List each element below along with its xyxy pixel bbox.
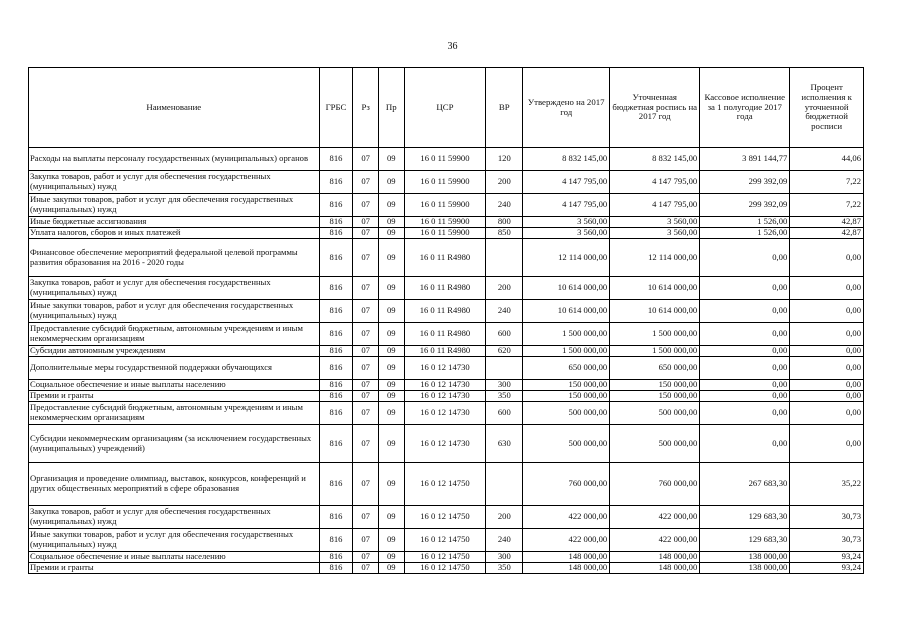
cell-grbs: 816	[319, 228, 353, 239]
cell-vr: 850	[486, 228, 523, 239]
cell-rz: 07	[353, 148, 379, 171]
cell-cash: 0,00	[700, 277, 790, 300]
table-row	[29, 323, 864, 346]
cell-vr: 620	[486, 346, 523, 357]
cell-vr	[486, 239, 523, 277]
cell-vr: 300	[486, 552, 523, 563]
cell-pr: 09	[378, 323, 404, 346]
cell-csr: 16 0 11 59900	[404, 171, 486, 194]
cell-vr: 600	[486, 402, 523, 425]
cell-name: Социальное обеспечение и иные выплаты населению	[29, 552, 320, 563]
cell-pr: 09	[378, 346, 404, 357]
cell-approved: 4 147 795,00	[523, 171, 610, 194]
cell-refined: 4 147 795,00	[610, 194, 700, 217]
cell-csr: 16 0 11 R4980	[404, 239, 486, 277]
cell-percent: 7,22	[790, 194, 864, 217]
cell-name: Закупка товаров, работ и услуг для обеспечения государственных (муниципальных) нужд	[29, 506, 320, 529]
cell-refined: 12 114 000,00	[610, 239, 700, 277]
cell-name: Премии и гранты	[29, 391, 320, 402]
table-row	[29, 425, 864, 463]
cell-approved: 422 000,00	[523, 529, 610, 552]
cell-cash: 138 000,00	[700, 563, 790, 574]
cell-rz: 07	[353, 357, 379, 380]
cell-refined: 1 500 000,00	[610, 346, 700, 357]
cell-grbs: 816	[319, 346, 353, 357]
cell-csr: 16 0 12 14750	[404, 529, 486, 552]
cell-name: Субсидии автономным учреждениям	[29, 346, 320, 357]
cell-grbs: 816	[319, 217, 353, 228]
cell-cash: 0,00	[700, 300, 790, 323]
cell-percent: 0,00	[790, 300, 864, 323]
cell-approved: 650 000,00	[523, 357, 610, 380]
cell-cash: 267 683,30	[700, 463, 790, 506]
cell-percent: 35,22	[790, 463, 864, 506]
cell-rz: 07	[353, 346, 379, 357]
cell-cash: 138 000,00	[700, 552, 790, 563]
cell-vr: 350	[486, 563, 523, 574]
cell-rz: 07	[353, 402, 379, 425]
cell-refined: 148 000,00	[610, 563, 700, 574]
cell-pr: 09	[378, 357, 404, 380]
cell-name: Социальное обеспечение и иные выплаты населению	[29, 380, 320, 391]
cell-grbs: 816	[319, 148, 353, 171]
cell-rz: 07	[353, 277, 379, 300]
cell-name: Уплата налогов, сборов и иных платежей	[29, 228, 320, 239]
table-body	[29, 148, 864, 574]
cell-percent: 0,00	[790, 346, 864, 357]
table-row	[29, 380, 864, 391]
table-header	[29, 68, 864, 148]
cell-vr: 630	[486, 425, 523, 463]
cell-approved: 1 500 000,00	[523, 323, 610, 346]
cell-refined: 148 000,00	[610, 552, 700, 563]
cell-vr: 200	[486, 506, 523, 529]
cell-grbs: 816	[319, 529, 353, 552]
header-percent: Процент исполнения к уточненной бюджетной росписи	[790, 68, 864, 148]
cell-rz: 07	[353, 463, 379, 506]
header-refined: Уточненная бюджетная роспись на 2017 год	[610, 68, 700, 148]
cell-refined: 10 614 000,00	[610, 300, 700, 323]
cell-name: Организация и проведение олимпиад, выставок, конкурсов, конференций и других общественных мероприятий в сфере образования	[29, 463, 320, 506]
cell-rz: 07	[353, 217, 379, 228]
table-row	[29, 563, 864, 574]
cell-grbs: 816	[319, 357, 353, 380]
cell-pr: 09	[378, 239, 404, 277]
cell-csr: 16 0 11 59900	[404, 217, 486, 228]
cell-refined: 8 832 145,00	[610, 148, 700, 171]
cell-approved: 10 614 000,00	[523, 277, 610, 300]
cell-csr: 16 0 11 59900	[404, 148, 486, 171]
cell-grbs: 816	[319, 380, 353, 391]
cell-percent: 93,24	[790, 563, 864, 574]
cell-cash: 129 683,30	[700, 506, 790, 529]
cell-name: Предоставление субсидий бюджетным, автономным учреждениям и иным некоммерческим организациям	[29, 323, 320, 346]
cell-percent: 44,06	[790, 148, 864, 171]
cell-pr: 09	[378, 171, 404, 194]
cell-refined: 10 614 000,00	[610, 277, 700, 300]
cell-cash: 0,00	[700, 346, 790, 357]
cell-percent: 42,87	[790, 228, 864, 239]
cell-pr: 09	[378, 194, 404, 217]
cell-vr: 240	[486, 300, 523, 323]
header-name: Наименование	[29, 68, 320, 148]
cell-percent: 0,00	[790, 402, 864, 425]
cell-cash: 0,00	[700, 391, 790, 402]
cell-approved: 1 500 000,00	[523, 346, 610, 357]
cell-cash: 0,00	[700, 357, 790, 380]
cell-vr: 240	[486, 194, 523, 217]
cell-name: Закупка товаров, работ и услуг для обеспечения государственных (муниципальных) нужд	[29, 171, 320, 194]
table-row	[29, 357, 864, 380]
cell-rz: 07	[353, 323, 379, 346]
cell-name: Иные закупки товаров, работ и услуг для обеспечения государственных (муниципальных) нужд	[29, 529, 320, 552]
cell-cash: 0,00	[700, 425, 790, 463]
cell-vr: 350	[486, 391, 523, 402]
cell-approved: 422 000,00	[523, 506, 610, 529]
header-vr: ВР	[486, 68, 523, 148]
cell-csr: 16 0 11 R4980	[404, 323, 486, 346]
cell-name: Финансовое обеспечение мероприятий федеральной целевой программы развития образования на 2016 - 2020 годы	[29, 239, 320, 277]
cell-grbs: 816	[319, 563, 353, 574]
cell-name: Иные закупки товаров, работ и услуг для обеспечения государственных (муниципальных) нужд	[29, 194, 320, 217]
cell-percent: 7,22	[790, 171, 864, 194]
cell-pr: 09	[378, 380, 404, 391]
header-pr: Пр	[378, 68, 404, 148]
cell-csr: 16 0 12 14750	[404, 463, 486, 506]
cell-csr: 16 0 12 14730	[404, 357, 486, 380]
cell-approved: 4 147 795,00	[523, 194, 610, 217]
cell-refined: 500 000,00	[610, 425, 700, 463]
cell-grbs: 816	[319, 323, 353, 346]
cell-refined: 3 560,00	[610, 217, 700, 228]
cell-approved: 150 000,00	[523, 380, 610, 391]
cell-refined: 4 147 795,00	[610, 171, 700, 194]
header-cash: Кассовое исполнение за 1 полугодие 2017 года	[700, 68, 790, 148]
table-row	[29, 346, 864, 357]
cell-pr: 09	[378, 463, 404, 506]
cell-approved: 3 560,00	[523, 228, 610, 239]
cell-vr: 240	[486, 529, 523, 552]
cell-percent: 93,24	[790, 552, 864, 563]
cell-grbs: 816	[319, 402, 353, 425]
cell-approved: 150 000,00	[523, 391, 610, 402]
table-row	[29, 228, 864, 239]
cell-csr: 16 0 12 14730	[404, 380, 486, 391]
cell-cash: 1 526,00	[700, 217, 790, 228]
cell-rz: 07	[353, 563, 379, 574]
cell-pr: 09	[378, 391, 404, 402]
cell-csr: 16 0 12 14750	[404, 552, 486, 563]
page-number: 36	[447, 41, 458, 52]
cell-grbs: 816	[319, 277, 353, 300]
table-row	[29, 217, 864, 228]
cell-refined: 3 560,00	[610, 228, 700, 239]
cell-pr: 09	[378, 529, 404, 552]
table-row	[29, 239, 864, 277]
cell-approved: 3 560,00	[523, 217, 610, 228]
cell-name: Субсидии некоммерческим организациям (за исключением государственных (муниципальных) учреждений)	[29, 425, 320, 463]
cell-approved: 148 000,00	[523, 552, 610, 563]
cell-pr: 09	[378, 552, 404, 563]
cell-csr: 16 0 12 14750	[404, 563, 486, 574]
cell-cash: 1 526,00	[700, 228, 790, 239]
cell-cash: 3 891 144,77	[700, 148, 790, 171]
cell-rz: 07	[353, 239, 379, 277]
cell-approved: 500 000,00	[523, 402, 610, 425]
header-grbs: ГРБС	[319, 68, 353, 148]
cell-pr: 09	[378, 277, 404, 300]
cell-percent: 0,00	[790, 391, 864, 402]
table-row	[29, 194, 864, 217]
budget-table	[28, 67, 864, 574]
cell-vr	[486, 357, 523, 380]
cell-refined: 500 000,00	[610, 402, 700, 425]
cell-pr: 09	[378, 148, 404, 171]
cell-grbs: 816	[319, 425, 353, 463]
cell-grbs: 816	[319, 463, 353, 506]
cell-cash: 299 392,09	[700, 194, 790, 217]
table-row	[29, 402, 864, 425]
cell-percent: 0,00	[790, 323, 864, 346]
cell-cash: 0,00	[700, 239, 790, 277]
cell-pr: 09	[378, 300, 404, 323]
cell-approved: 12 114 000,00	[523, 239, 610, 277]
cell-approved: 760 000,00	[523, 463, 610, 506]
cell-cash: 0,00	[700, 380, 790, 391]
cell-csr: 16 0 12 14730	[404, 402, 486, 425]
cell-pr: 09	[378, 228, 404, 239]
cell-percent: 0,00	[790, 239, 864, 277]
cell-csr: 16 0 11 R4980	[404, 277, 486, 300]
cell-percent: 0,00	[790, 425, 864, 463]
cell-rz: 07	[353, 300, 379, 323]
cell-pr: 09	[378, 506, 404, 529]
cell-rz: 07	[353, 380, 379, 391]
cell-pr: 09	[378, 217, 404, 228]
cell-vr: 200	[486, 277, 523, 300]
cell-percent: 30,73	[790, 529, 864, 552]
cell-name: Закупка товаров, работ и услуг для обеспечения государственных (муниципальных) нужд	[29, 277, 320, 300]
cell-name: Премии и гранты	[29, 563, 320, 574]
cell-name: Иные закупки товаров, работ и услуг для обеспечения государственных (муниципальных) нужд	[29, 300, 320, 323]
table-row	[29, 552, 864, 563]
cell-csr: 16 0 11 R4980	[404, 346, 486, 357]
cell-grbs: 816	[319, 391, 353, 402]
cell-grbs: 816	[319, 171, 353, 194]
table-row	[29, 463, 864, 506]
cell-grbs: 816	[319, 300, 353, 323]
cell-cash: 0,00	[700, 323, 790, 346]
cell-name: Расходы на выплаты персоналу государственных (муниципальных) органов	[29, 148, 320, 171]
cell-grbs: 816	[319, 239, 353, 277]
cell-csr: 16 0 12 14730	[404, 425, 486, 463]
cell-csr: 16 0 12 14730	[404, 391, 486, 402]
cell-csr: 16 0 12 14750	[404, 506, 486, 529]
cell-grbs: 816	[319, 552, 353, 563]
cell-rz: 07	[353, 529, 379, 552]
table-row	[29, 529, 864, 552]
cell-percent: 0,00	[790, 277, 864, 300]
cell-refined: 760 000,00	[610, 463, 700, 506]
cell-rz: 07	[353, 171, 379, 194]
cell-refined: 150 000,00	[610, 391, 700, 402]
cell-csr: 16 0 11 59900	[404, 194, 486, 217]
cell-refined: 150 000,00	[610, 380, 700, 391]
cell-grbs: 816	[319, 194, 353, 217]
table-row	[29, 391, 864, 402]
cell-pr: 09	[378, 402, 404, 425]
cell-pr: 09	[378, 563, 404, 574]
cell-vr: 800	[486, 217, 523, 228]
cell-approved: 8 832 145,00	[523, 148, 610, 171]
cell-percent: 0,00	[790, 380, 864, 391]
cell-rz: 07	[353, 391, 379, 402]
cell-approved: 148 000,00	[523, 563, 610, 574]
cell-refined: 422 000,00	[610, 529, 700, 552]
table-row	[29, 277, 864, 300]
cell-percent: 30,73	[790, 506, 864, 529]
cell-rz: 07	[353, 425, 379, 463]
table-row	[29, 171, 864, 194]
cell-vr	[486, 463, 523, 506]
table-row	[29, 148, 864, 171]
cell-vr: 120	[486, 148, 523, 171]
cell-percent: 0,00	[790, 357, 864, 380]
cell-csr: 16 0 11 R4980	[404, 300, 486, 323]
cell-rz: 07	[353, 228, 379, 239]
header-rz: Рз	[353, 68, 379, 148]
table-row	[29, 506, 864, 529]
cell-cash: 129 683,30	[700, 529, 790, 552]
cell-vr: 600	[486, 323, 523, 346]
cell-rz: 07	[353, 552, 379, 563]
cell-refined: 422 000,00	[610, 506, 700, 529]
cell-rz: 07	[353, 506, 379, 529]
cell-csr: 16 0 11 59900	[404, 228, 486, 239]
cell-name: Дополнительные меры государственной поддержки обучающихся	[29, 357, 320, 380]
cell-name: Иные бюджетные ассигнования	[29, 217, 320, 228]
table-row	[29, 300, 864, 323]
cell-approved: 10 614 000,00	[523, 300, 610, 323]
cell-rz: 07	[353, 194, 379, 217]
header-approved: Утверждено на 2017 год	[523, 68, 610, 148]
cell-grbs: 816	[319, 506, 353, 529]
cell-name: Предоставление субсидий бюджетным, автономным учреждениям и иным некоммерческим организациям	[29, 402, 320, 425]
cell-vr: 300	[486, 380, 523, 391]
cell-percent: 42,87	[790, 217, 864, 228]
header-csr: ЦСР	[404, 68, 486, 148]
cell-cash: 299 392,09	[700, 171, 790, 194]
cell-approved: 500 000,00	[523, 425, 610, 463]
cell-vr: 200	[486, 171, 523, 194]
cell-refined: 1 500 000,00	[610, 323, 700, 346]
cell-refined: 650 000,00	[610, 357, 700, 380]
cell-cash: 0,00	[700, 402, 790, 425]
cell-pr: 09	[378, 425, 404, 463]
